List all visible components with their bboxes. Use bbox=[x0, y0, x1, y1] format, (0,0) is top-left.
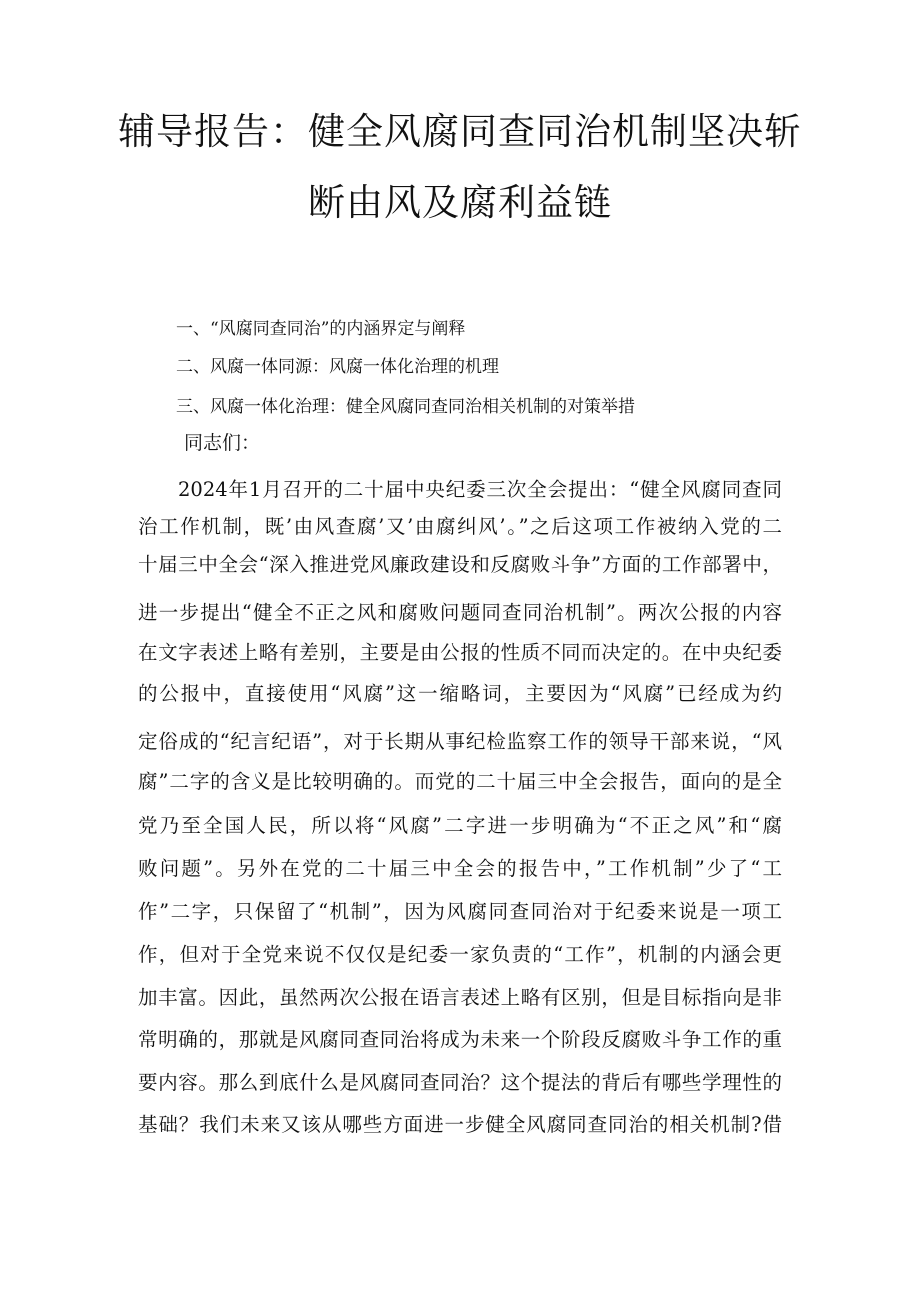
body-line-4: 进一步提出“健全不正之风和腐败问题同查同治机制”。两次公报的内容 bbox=[138, 601, 782, 624]
toc-item-2: 二、风腐一体同源：风腐一体化治理的机理 bbox=[176, 357, 499, 377]
body-line-5: 在文字表述上略有差别，主要是由公报的性质不同而决定的。在中央纪委 bbox=[138, 641, 782, 664]
body-line-1: 2024年1月召开的二十届中央纪委三次全会提出：“健全风腐同查同 bbox=[178, 478, 782, 501]
body-line-2: 治工作机制，既’由风查腐’又’由腐纠风’。”之后这项工作被纳入党的二 bbox=[138, 515, 782, 538]
toc-item-3: 三、风腐一体化治理：健全风腐同查同治相关机制的对策举措 bbox=[176, 397, 635, 417]
body-line-11: 作”二字，只保留了“机制”，因为风腐同查同治对于纪委来说是一项工 bbox=[138, 900, 782, 923]
body-line-15: 要内容。那么到底什么是风腐同查同治？这个提法的背后有哪些学理性的 bbox=[138, 1071, 782, 1094]
body-line-6: 的公报中，直接使用“风腐”这一缩略词，主要因为“风腐”已经成为约 bbox=[138, 682, 782, 705]
body-line-14: 常明确的，那就是风腐同查同治将成为未来一个阶段反腐败斗争工作的重 bbox=[138, 1028, 782, 1051]
body-line-8: 腐”二字的含义是比较明确的。而党的二十届三中全会报告，面向的是全 bbox=[138, 770, 782, 793]
body-line-9: 党乃至全国人民，所以将“风腐”二字进一步明确为“不正之风”和“腐 bbox=[138, 814, 782, 837]
toc-item-1: 一、“风腐同查同治”的内涵界定与阐释 bbox=[176, 319, 466, 339]
document-title-line-1: 辅导报告：健全风腐同查同治机制坚决斩 bbox=[118, 110, 802, 153]
body-line-3: 十届三中全会“深入推进党风廉政建设和反腐败斗争”方面的工作部署中， bbox=[138, 553, 782, 576]
body-line-13: 加丰富。因此，虽然两次公报在语言表述上略有区别，但是目标指向是非 bbox=[138, 986, 782, 1009]
body-line-12: 作，但对于全党来说不仅仅是纪委一家负责的“工作”，机制的内涵会更 bbox=[138, 943, 782, 966]
body-line-16: 基础？我们未来又该从哪些方面进一步健全风腐同查同治的相关机制?借 bbox=[138, 1113, 782, 1136]
body-line-10: 败问题”。另外在党的二十届三中全会的报告中，”工作机制”少了“工 bbox=[138, 857, 782, 880]
document-title-line-2: 断由风及腐利益链 bbox=[308, 181, 612, 224]
body-line-7: 定俗成的“纪言纪语”，对于长期从事纪检监察工作的领导干部来说，“风 bbox=[138, 730, 782, 753]
salutation: 同志们： bbox=[184, 432, 261, 454]
